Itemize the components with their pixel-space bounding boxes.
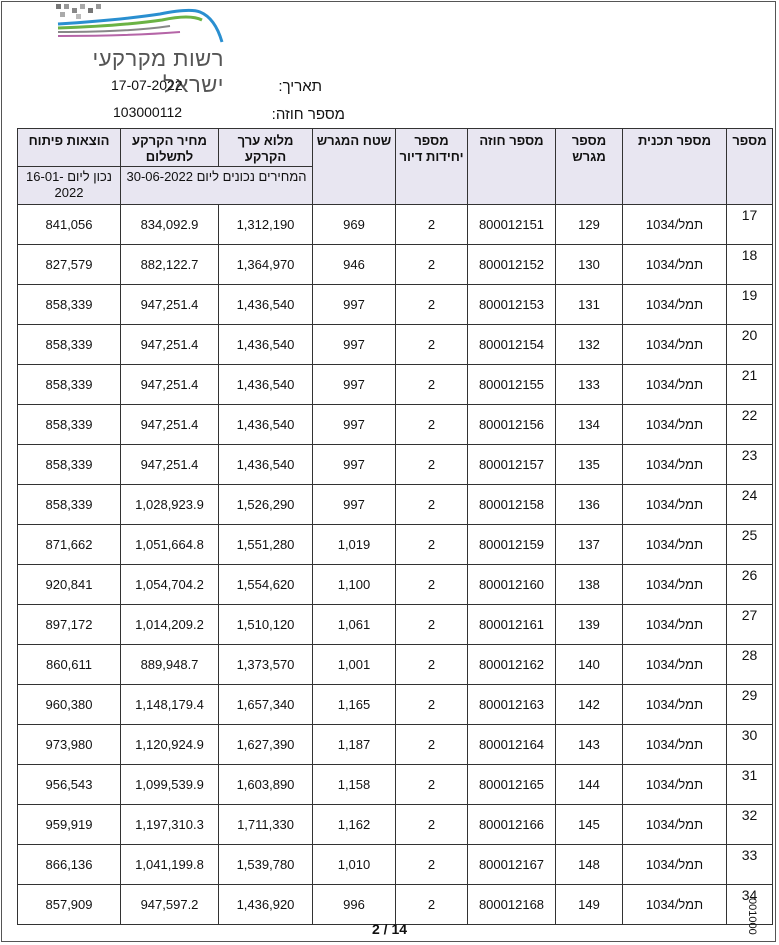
cell-area: 1,061 bbox=[313, 605, 396, 645]
cell-num: 20 bbox=[727, 325, 773, 365]
cell-plan: תמל/1034 bbox=[623, 485, 727, 525]
cell-units: 2 bbox=[396, 485, 468, 525]
cell-lot: 144 bbox=[556, 765, 623, 805]
cell-full-value: 1,539,780 bbox=[219, 845, 313, 885]
cell-price: 882,122.7 bbox=[121, 245, 219, 285]
cell-units: 2 bbox=[396, 445, 468, 485]
cell-num: 26 bbox=[727, 565, 773, 605]
table-row bbox=[18, 765, 773, 805]
cell-area: 1,165 bbox=[313, 685, 396, 725]
cell-dev: 827,579 bbox=[18, 245, 121, 285]
cell-num: 22 bbox=[727, 405, 773, 445]
table-row bbox=[18, 605, 773, 645]
cell-area: 969 bbox=[313, 205, 396, 245]
cell-lot: 143 bbox=[556, 725, 623, 765]
cell-area: 997 bbox=[313, 285, 396, 325]
cell-contract: 800012168 bbox=[468, 885, 556, 925]
cell-full-value: 1,526,290 bbox=[219, 485, 313, 525]
cell-units: 2 bbox=[396, 285, 468, 325]
cell-price: 1,197,310.3 bbox=[121, 805, 219, 845]
table-row bbox=[18, 885, 773, 925]
cell-contract: 800012157 bbox=[468, 445, 556, 485]
cell-num: 32 bbox=[727, 805, 773, 845]
cell-area: 997 bbox=[313, 365, 396, 405]
cell-contract: 800012156 bbox=[468, 405, 556, 445]
table-row bbox=[18, 565, 773, 605]
cell-lot: 139 bbox=[556, 605, 623, 645]
table-row bbox=[18, 325, 773, 365]
table-row bbox=[18, 285, 773, 325]
cell-num: 17 bbox=[727, 205, 773, 245]
cell-full-value: 1,603,890 bbox=[219, 765, 313, 805]
cell-price: 1,014,209.2 bbox=[121, 605, 219, 645]
cell-num: 34 bbox=[727, 885, 773, 925]
cell-full-value: 1,364,970 bbox=[219, 245, 313, 285]
cell-plan: תמל/1034 bbox=[623, 205, 727, 245]
cell-price: 947,251.4 bbox=[121, 405, 219, 445]
col-area-header: שטח המגרש bbox=[313, 129, 396, 205]
table-row bbox=[18, 485, 773, 525]
table-row bbox=[18, 805, 773, 845]
cell-dev: 858,339 bbox=[18, 485, 121, 525]
cell-units: 2 bbox=[396, 645, 468, 685]
cell-units: 2 bbox=[396, 885, 468, 925]
cell-units: 2 bbox=[396, 765, 468, 805]
cell-units: 2 bbox=[396, 685, 468, 725]
cell-price: 1,028,923.9 bbox=[121, 485, 219, 525]
cell-units: 2 bbox=[396, 245, 468, 285]
cell-units: 2 bbox=[396, 325, 468, 365]
cell-full-value: 1,657,340 bbox=[219, 685, 313, 725]
cell-area: 946 bbox=[313, 245, 396, 285]
col-price-header: מחיר הקרקע לתשלום bbox=[121, 129, 219, 167]
cell-price: 1,120,924.9 bbox=[121, 725, 219, 765]
cell-dev: 858,339 bbox=[18, 445, 121, 485]
cell-price: 1,051,664.8 bbox=[121, 525, 219, 565]
cell-plan: תמל/1034 bbox=[623, 285, 727, 325]
cell-plan: תמל/1034 bbox=[623, 525, 727, 565]
table-row bbox=[18, 525, 773, 565]
side-code: 001000 bbox=[746, 898, 758, 935]
cell-price: 889,948.7 bbox=[121, 645, 219, 685]
cell-lot: 132 bbox=[556, 325, 623, 365]
cell-units: 2 bbox=[396, 525, 468, 565]
cell-units: 2 bbox=[396, 365, 468, 405]
cell-lot: 136 bbox=[556, 485, 623, 525]
cell-num: 33 bbox=[727, 845, 773, 885]
table-row bbox=[18, 405, 773, 445]
cell-units: 2 bbox=[396, 205, 468, 245]
cell-contract: 800012154 bbox=[468, 325, 556, 365]
cell-dev: 841,056 bbox=[18, 205, 121, 245]
cell-num: 24 bbox=[727, 485, 773, 525]
cell-area: 997 bbox=[313, 405, 396, 445]
cell-dev: 858,339 bbox=[18, 405, 121, 445]
cell-plan: תמל/1034 bbox=[623, 645, 727, 685]
cell-contract: 800012155 bbox=[468, 365, 556, 405]
date-value: 17-07-2022 bbox=[111, 77, 183, 93]
cell-area: 997 bbox=[313, 325, 396, 365]
cell-area: 1,100 bbox=[313, 565, 396, 605]
cell-contract: 800012159 bbox=[468, 525, 556, 565]
cell-plan: תמל/1034 bbox=[623, 325, 727, 365]
date-label: תאריך: bbox=[278, 78, 322, 95]
cell-plan: תמל/1034 bbox=[623, 405, 727, 445]
col-num-header: מספר bbox=[727, 129, 773, 205]
cell-area: 997 bbox=[313, 445, 396, 485]
cell-contract: 800012167 bbox=[468, 845, 556, 885]
cell-full-value: 1,436,540 bbox=[219, 325, 313, 365]
cell-full-value: 1,436,540 bbox=[219, 445, 313, 485]
cell-plan: תמל/1034 bbox=[623, 845, 727, 885]
table-row bbox=[18, 205, 773, 245]
cell-lot: 145 bbox=[556, 805, 623, 845]
cell-area: 1,001 bbox=[313, 645, 396, 685]
cell-contract: 800012164 bbox=[468, 725, 556, 765]
col-units-header: מספר יחידות דיור bbox=[396, 129, 468, 205]
cell-full-value: 1,711,330 bbox=[219, 805, 313, 845]
cell-dev: 960,380 bbox=[18, 685, 121, 725]
cell-num: 25 bbox=[727, 525, 773, 565]
cell-num: 28 bbox=[727, 645, 773, 685]
cell-lot: 133 bbox=[556, 365, 623, 405]
cell-contract: 800012152 bbox=[468, 245, 556, 285]
cell-units: 2 bbox=[396, 405, 468, 445]
cell-dev: 866,136 bbox=[18, 845, 121, 885]
cell-plan: תמל/1034 bbox=[623, 885, 727, 925]
cell-contract: 800012162 bbox=[468, 645, 556, 685]
cell-plan: תמל/1034 bbox=[623, 685, 727, 725]
cell-num: 23 bbox=[727, 445, 773, 485]
cell-dev: 920,841 bbox=[18, 565, 121, 605]
cell-dev: 973,980 bbox=[18, 725, 121, 765]
cell-lot: 129 bbox=[556, 205, 623, 245]
cell-full-value: 1,373,570 bbox=[219, 645, 313, 685]
cell-contract: 800012160 bbox=[468, 565, 556, 605]
cell-units: 2 bbox=[396, 725, 468, 765]
cell-contract: 800012151 bbox=[468, 205, 556, 245]
cell-full-value: 1,627,390 bbox=[219, 725, 313, 765]
cell-contract: 800012158 bbox=[468, 485, 556, 525]
cell-area: 1,010 bbox=[313, 845, 396, 885]
cell-price: 947,251.4 bbox=[121, 285, 219, 325]
cell-plan: תמל/1034 bbox=[623, 765, 727, 805]
col-dev-header: הוצאות פיתוח bbox=[18, 129, 121, 167]
cell-price: 1,054,704.2 bbox=[121, 565, 219, 605]
cell-plan: תמל/1034 bbox=[623, 365, 727, 405]
cell-area: 1,158 bbox=[313, 765, 396, 805]
cell-num: 19 bbox=[727, 285, 773, 325]
cell-num: 30 bbox=[727, 725, 773, 765]
contract-label: מספר חוזה: bbox=[271, 106, 345, 123]
cell-dev: 956,543 bbox=[18, 765, 121, 805]
cell-lot: 135 bbox=[556, 445, 623, 485]
cell-lot: 149 bbox=[556, 885, 623, 925]
cell-num: 18 bbox=[727, 245, 773, 285]
cell-plan: תמל/1034 bbox=[623, 805, 727, 845]
cell-lot: 134 bbox=[556, 405, 623, 445]
table-row bbox=[18, 725, 773, 765]
prices-date-note: המחירים נכונים ליום 30-06-2022 bbox=[121, 167, 313, 205]
cell-price: 947,251.4 bbox=[121, 365, 219, 405]
cell-num: 31 bbox=[727, 765, 773, 805]
cell-units: 2 bbox=[396, 845, 468, 885]
cell-full-value: 1,510,120 bbox=[219, 605, 313, 645]
table-row bbox=[18, 845, 773, 885]
cell-area: 1,019 bbox=[313, 525, 396, 565]
cell-plan: תמל/1034 bbox=[623, 605, 727, 645]
cell-dev: 860,611 bbox=[18, 645, 121, 685]
cell-num: 21 bbox=[727, 365, 773, 405]
cell-plan: תמל/1034 bbox=[623, 725, 727, 765]
cell-full-value: 1,312,190 bbox=[219, 205, 313, 245]
cell-lot: 140 bbox=[556, 645, 623, 685]
cell-dev: 858,339 bbox=[18, 285, 121, 325]
cell-dev: 858,339 bbox=[18, 325, 121, 365]
org-name: רשות מקרקעי ישראל bbox=[92, 46, 224, 97]
cell-full-value: 1,554,620 bbox=[219, 565, 313, 605]
cell-plan: תמל/1034 bbox=[623, 445, 727, 485]
table-row bbox=[18, 685, 773, 725]
table-row bbox=[18, 445, 773, 485]
cell-units: 2 bbox=[396, 565, 468, 605]
table-row bbox=[18, 245, 773, 285]
cell-area: 997 bbox=[313, 485, 396, 525]
cell-price: 947,597.2 bbox=[121, 885, 219, 925]
cell-price: 1,148,179.4 bbox=[121, 685, 219, 725]
cell-full-value: 1,436,540 bbox=[219, 285, 313, 325]
cell-lot: 137 bbox=[556, 525, 623, 565]
col-plan-header: מספר תכנית bbox=[623, 129, 727, 205]
col-full-value-header: מלוא ערך הקרקע bbox=[219, 129, 313, 167]
cell-price: 947,251.4 bbox=[121, 445, 219, 485]
cell-lot: 138 bbox=[556, 565, 623, 605]
cell-contract: 800012166 bbox=[468, 805, 556, 845]
cell-lot: 142 bbox=[556, 685, 623, 725]
cell-contract: 800012163 bbox=[468, 685, 556, 725]
cell-plan: תמל/1034 bbox=[623, 245, 727, 285]
plots-table bbox=[17, 128, 773, 925]
cell-full-value: 1,436,920 bbox=[219, 885, 313, 925]
cell-contract: 800012153 bbox=[468, 285, 556, 325]
col-lot-header: מספר מגרש bbox=[556, 129, 623, 205]
dev-date-note: נכון ליום 16-01-2022 bbox=[18, 167, 121, 205]
cell-dev: 858,339 bbox=[18, 365, 121, 405]
page-number: 2 / 14 bbox=[371, 921, 408, 937]
table-row bbox=[18, 365, 773, 405]
cell-lot: 131 bbox=[556, 285, 623, 325]
cell-contract: 800012161 bbox=[468, 605, 556, 645]
cell-full-value: 1,436,540 bbox=[219, 405, 313, 445]
cell-full-value: 1,551,280 bbox=[219, 525, 313, 565]
cell-dev: 959,919 bbox=[18, 805, 121, 845]
cell-area: 1,162 bbox=[313, 805, 396, 845]
cell-lot: 148 bbox=[556, 845, 623, 885]
cell-area: 1,187 bbox=[313, 725, 396, 765]
cell-price: 1,099,539.9 bbox=[121, 765, 219, 805]
cell-contract: 800012165 bbox=[468, 765, 556, 805]
cell-dev: 871,662 bbox=[18, 525, 121, 565]
col-contract-header: מספר חוזה bbox=[468, 129, 556, 205]
cell-price: 1,041,199.8 bbox=[121, 845, 219, 885]
cell-lot: 130 bbox=[556, 245, 623, 285]
cell-dev: 857,909 bbox=[18, 885, 121, 925]
cell-plan: תמל/1034 bbox=[623, 565, 727, 605]
cell-area: 996 bbox=[313, 885, 396, 925]
contract-value: 103000112 bbox=[113, 104, 183, 120]
cell-price: 947,251.4 bbox=[121, 325, 219, 365]
cell-units: 2 bbox=[396, 605, 468, 645]
cell-price: 834,092.9 bbox=[121, 205, 219, 245]
cell-dev: 897,172 bbox=[18, 605, 121, 645]
cell-units: 2 bbox=[396, 805, 468, 845]
table-row bbox=[18, 645, 773, 685]
cell-num: 27 bbox=[727, 605, 773, 645]
cell-num: 29 bbox=[727, 685, 773, 725]
cell-full-value: 1,436,540 bbox=[219, 365, 313, 405]
